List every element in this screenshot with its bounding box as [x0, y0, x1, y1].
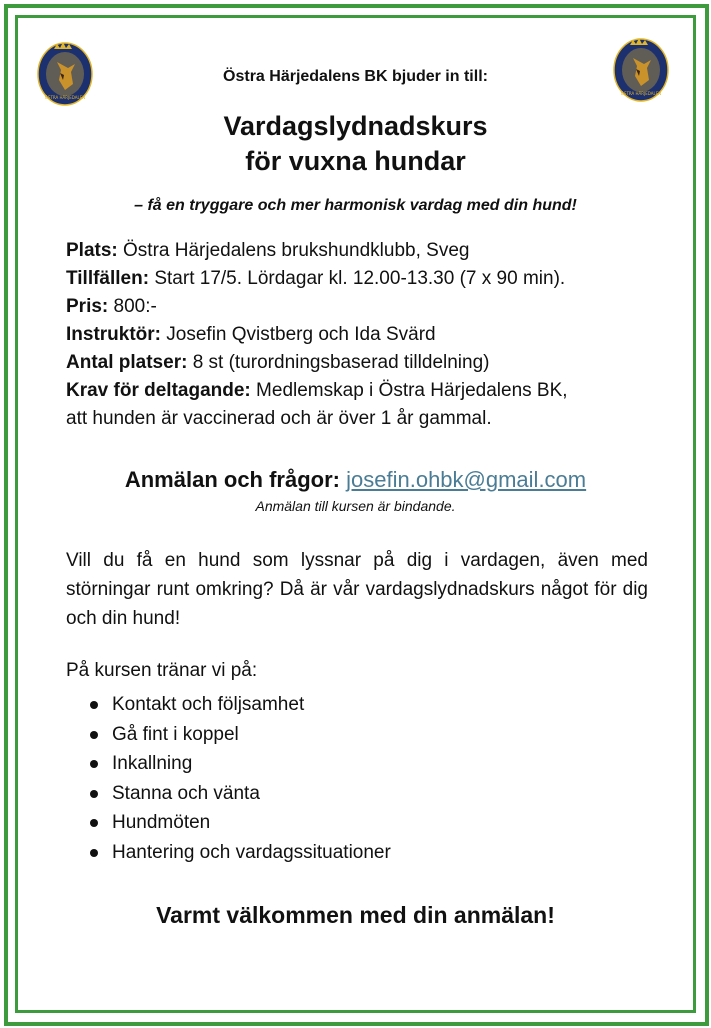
course-list-intro: På kursen tränar vi på: [66, 660, 258, 681]
info-value: Medlemskap i Östra Härjedalens BK, [256, 380, 568, 401]
page-title [0, 109, 711, 179]
info-value: Start 17/5. Lördagar kl. 12.00-13.30 (7 x 90 min). [154, 268, 566, 289]
list-item [90, 779, 391, 809]
bullet-icon [90, 760, 98, 768]
info-row-krav [66, 377, 656, 405]
info-value: 8 st (turordningsbaserad tilldelning) [192, 352, 490, 373]
info-row-instruktor [66, 321, 656, 349]
list-item-text: Hantering och vardagssituationer [112, 841, 391, 863]
contact-line [0, 467, 711, 493]
list-item-text: Kontakt och följsamhet [112, 694, 305, 715]
info-label: Antal platser: [66, 352, 188, 373]
title-line-1: Vardagslydnadskurs [223, 111, 488, 141]
list-item-text: Stanna och vänta [112, 782, 260, 804]
bullet-icon [90, 819, 98, 827]
closing-line: Varmt välkommen med din anmälan! [156, 902, 555, 928]
logo-text: ÖSTRA HÄRJEDALEN [44, 95, 86, 100]
list-item [90, 808, 391, 838]
course-info [66, 237, 656, 433]
list-item [90, 749, 391, 779]
binding-note: Anmälan till kursen är bindande. [255, 498, 456, 514]
info-row-pris [66, 293, 656, 321]
info-label: Tillfällen: [66, 268, 150, 289]
list-item [90, 720, 391, 750]
list-item [90, 838, 391, 868]
list-item-text: Inkallning [112, 753, 193, 775]
title-line-2: för vuxna hundar [245, 146, 466, 176]
logo-text: ÖSTRA HÄRJEDALEN [620, 91, 662, 96]
course-topics-list [90, 690, 391, 868]
intro-line: Östra Härjedalens BK bjuder in till: [223, 68, 488, 85]
info-row-platser [66, 349, 656, 377]
email-link[interactable]: josefin.ohbk@gmail.com [346, 467, 587, 492]
contact-label: Anmälan och frågor: [124, 467, 340, 492]
list-item-text: Gå fint i koppel [112, 723, 239, 745]
info-label: Pris: [66, 296, 109, 317]
info-row-krav-continued: att hunden är vaccinerad och är över 1 år gammal. [66, 408, 492, 429]
info-row-plats [66, 237, 656, 265]
info-value: Östra Härjedalens brukshundklubb, Sveg [123, 240, 470, 261]
info-row-tillfallen [66, 265, 656, 293]
info-label: Plats: [66, 240, 118, 261]
bullet-icon [90, 790, 98, 798]
bullet-icon [90, 731, 98, 739]
bullet-icon [90, 849, 98, 857]
list-item-text: Hundmöten [112, 812, 211, 834]
info-label: Krav för deltagande: [66, 380, 251, 401]
info-value: 800:- [113, 296, 157, 317]
tagline: – få en tryggare och mer harmonisk vardag med din hund! [134, 197, 577, 214]
description-paragraph: Vill du få en hund som lyssnar på dig i vardagen, även med störningar runt omkring? Då är vår vardagslydnadskurs något för dig och din hund! [66, 550, 648, 629]
info-value: Josefin Qvistberg och Ida Svärd [166, 324, 436, 345]
list-item [90, 690, 391, 720]
bullet-icon [90, 701, 98, 709]
info-label: Instruktör: [66, 324, 161, 345]
